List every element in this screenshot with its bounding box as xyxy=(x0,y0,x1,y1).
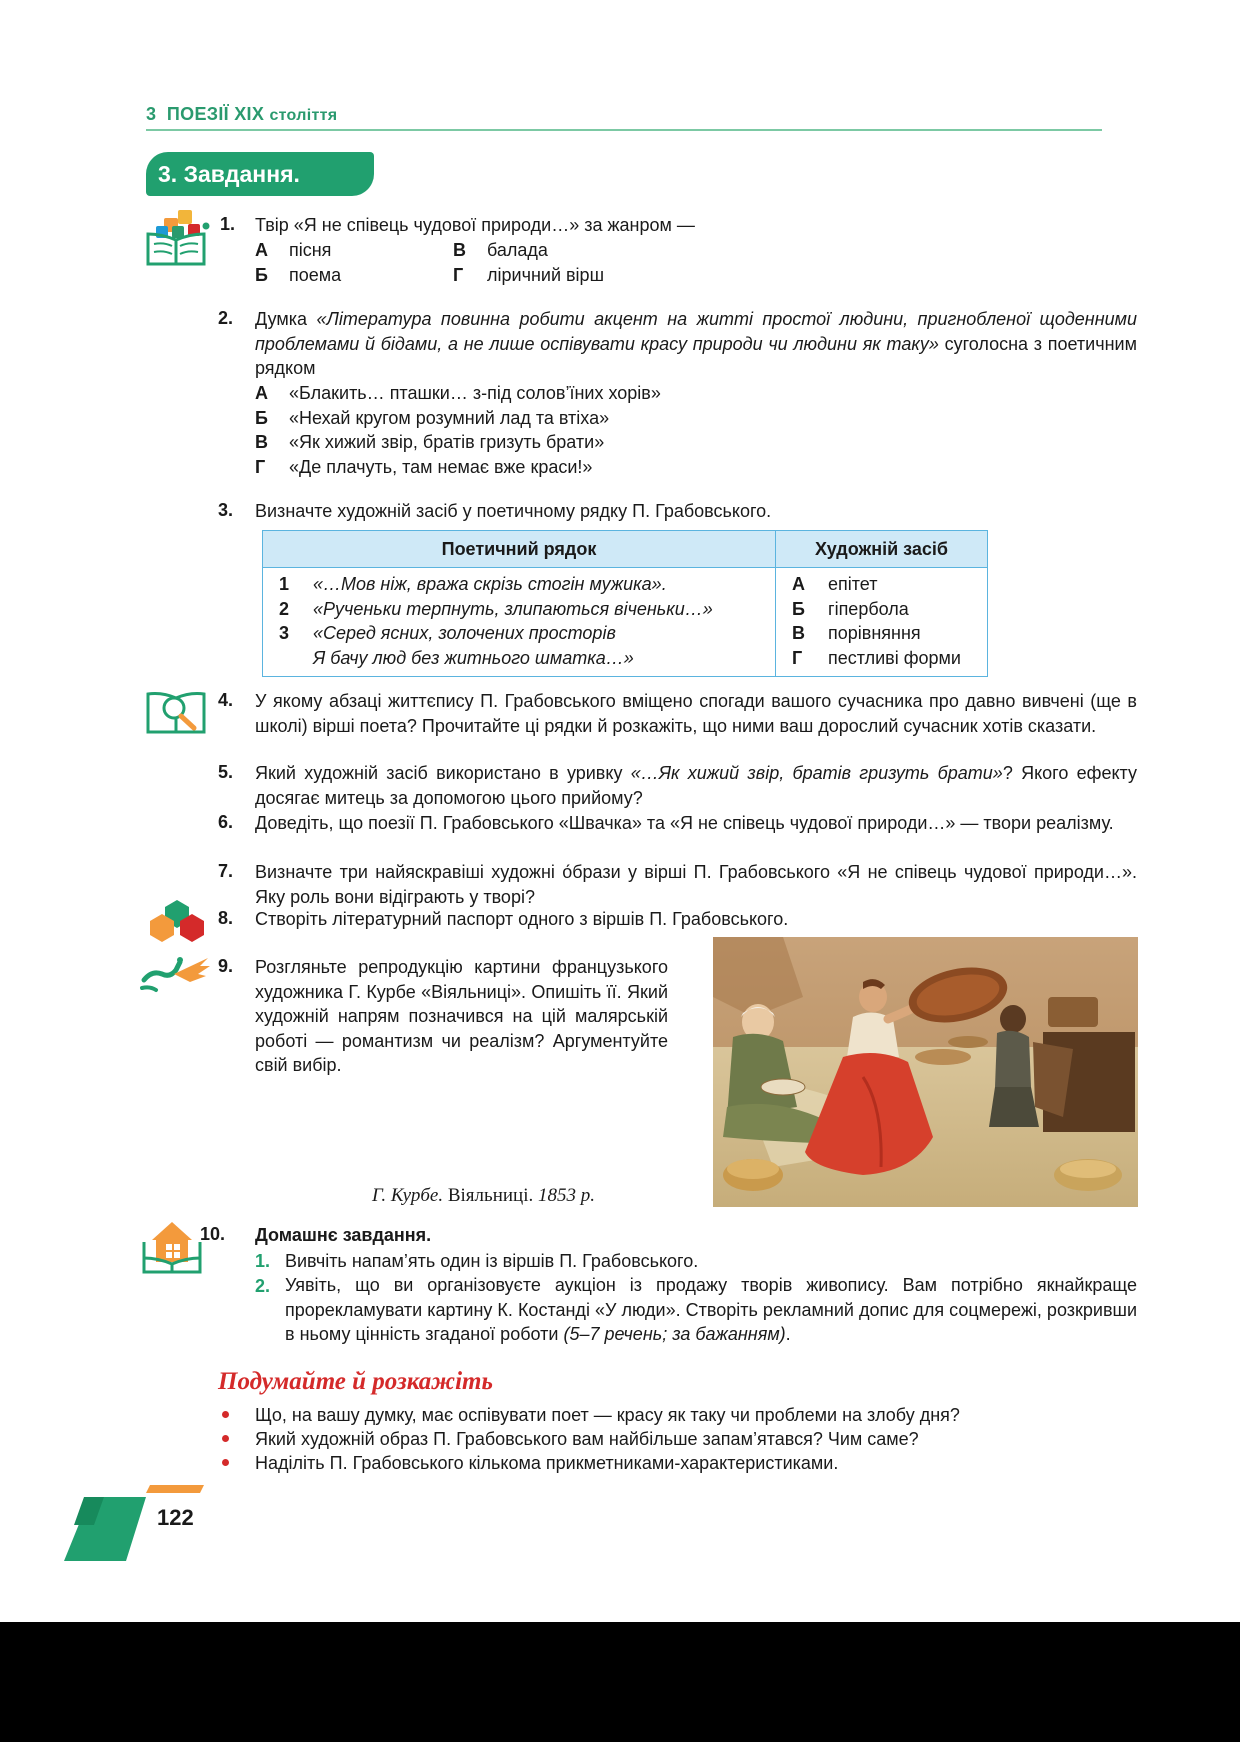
poetic-devices-table xyxy=(262,530,988,677)
question-number: 3. xyxy=(218,500,234,520)
bullet xyxy=(222,1452,232,1462)
answer-option: Б поема xyxy=(255,265,342,285)
answer-option: Г ліричний вірш xyxy=(453,265,605,285)
homework-title: Домашнє завдання. xyxy=(255,1225,432,1245)
question-number: 8. xyxy=(218,908,234,928)
table-cell xyxy=(776,568,988,677)
table-row: 1 «…Мов ніж, вража скрізь стогін мужика». xyxy=(279,574,667,594)
book-magnifier-icon xyxy=(144,686,210,743)
table-row: Г пестливі форми xyxy=(792,647,961,668)
answer-option: В балада xyxy=(453,240,548,260)
table-row: А епітет xyxy=(792,574,878,594)
bullet xyxy=(222,1428,232,1438)
table-cell xyxy=(263,568,776,677)
question-number: 9. xyxy=(218,956,234,976)
question-number: 1. xyxy=(220,214,236,234)
answer-option: Г «Де плачуть, там немає вже краси!» xyxy=(255,457,593,477)
book-blocks-icon xyxy=(144,204,210,275)
house-book-icon xyxy=(140,1218,206,1281)
page-number: 122 xyxy=(157,1505,194,1530)
table-row: 2 «Рученьки терпнуть, злипаються віченьки…» xyxy=(279,598,713,619)
table-row: 3 «Серед ясних, золочених просторів xyxy=(279,623,616,643)
list-item: Що, на вашу думку, має оспівувати поет — красу як таку чи проблеми на злобу дня? xyxy=(255,1405,960,1425)
question-number: 4. xyxy=(218,690,234,710)
answer-option: А пісня xyxy=(255,240,332,260)
answer-option: В «Як хижий звір, братів гризуть брати» xyxy=(255,432,605,452)
table-row: В порівняння xyxy=(792,623,921,643)
header-divider xyxy=(146,129,1102,131)
painting-image xyxy=(713,937,1138,1207)
think-section-title: Подумайте й розкажіть xyxy=(218,1368,493,1395)
question-number: 2. xyxy=(218,308,234,328)
question-number: 10. xyxy=(200,1224,226,1244)
table-row: Я бачу люд без житнього шматка…» xyxy=(313,647,634,668)
list-item: Вивчіть напам’ять один із віршів П. Грабовського. xyxy=(285,1251,699,1271)
question-text: Розгляньте репродукцію картини французького художника Г. Курбе «Віяльниці». Опишіть її. Який художній напрям позначився на цій малярській роботі — романтизм чи реалізм? Аргументуйте свій вибір. xyxy=(255,957,668,1075)
question-text: Створіть літературний паспорт одного з віршів П. Грабовського. xyxy=(255,909,789,929)
table-header: Поетичний рядок xyxy=(263,531,776,568)
answer-option: А «Блакить… пташки… з-під солов’їних хорів» xyxy=(255,383,661,403)
bullet xyxy=(222,1404,232,1414)
painting-caption: Г. Курбе. Віяльниці. 1853 р. xyxy=(372,1185,595,1206)
question-text: Доведіть, що поезії П. Грабовського «Швачка» та «Я не співець чудової природи…» — твори реалізму. xyxy=(255,813,1114,833)
question-text: Думка «Література повинна робити акцент на житті простої людини, пригнобленої щоденними проблемами й бідами, а не лише оспівувати красу природи чи людини як таку» суголосна з поетичним рядком xyxy=(255,309,1137,378)
question-number: 7. xyxy=(218,861,234,881)
question-number: 6. xyxy=(218,812,234,832)
pegasus-icon xyxy=(136,952,212,1001)
question-text: Який художній засіб використано в уривку «…Як хижий звір, братів гризуть брати»? Якого ефекту досягає митець за допомогою цього прийому? xyxy=(255,763,1137,808)
list-item: Який художній образ П. Грабовського вам найбільше запам’ятався? Чим саме? xyxy=(255,1429,919,1449)
question-text: Твір «Я не співець чудової природи…» за жанром — xyxy=(255,215,695,235)
list-number: 1. xyxy=(255,1251,271,1271)
answer-option: Б «Нехай кругом розумний лад та втіха» xyxy=(255,408,610,428)
chapter-header: 3 ПОЕЗІЇ XIX століття xyxy=(146,104,338,124)
hexagons-icon xyxy=(144,898,210,949)
list-item: Уявіть, що ви організовуєте аукціон із продажу творів живопису. Вам потрібно якнайкраще прорекламувати картину К. Костанді «У люди». Створіть рекламний допис для соцмережі, розкривши в ньому цінність згаданої роботи (5–7 речень; за бажанням). xyxy=(285,1275,1137,1344)
question-text: У якому абзаці життєпису П. Грабовського вміщено спогади вашого сучасника про давно вивчені (ще в школі) вірші поета? Прочитайте ці рядки й розкажіть, що ними ваш дорослий сучасник хотів сказати. xyxy=(255,691,1137,736)
question-text: Визначте три найяскравіші художні о́брази у вірші П. Грабовського «Я не співець чудової природи…». Яку роль вони відіграють у творі? xyxy=(255,862,1137,907)
list-item: Наділіть П. Грабовського кількома прикметниками-характеристиками. xyxy=(255,1453,839,1473)
question-text: Визначте художній засіб у поетичному рядку П. Грабовського. xyxy=(255,501,772,521)
table-row: Б гіпербола xyxy=(792,598,909,619)
table-header: Художній засіб xyxy=(776,531,988,568)
question-number: 5. xyxy=(218,762,234,782)
section-title: 3. Завдання. xyxy=(146,152,374,196)
list-number: 2. xyxy=(255,1276,271,1296)
